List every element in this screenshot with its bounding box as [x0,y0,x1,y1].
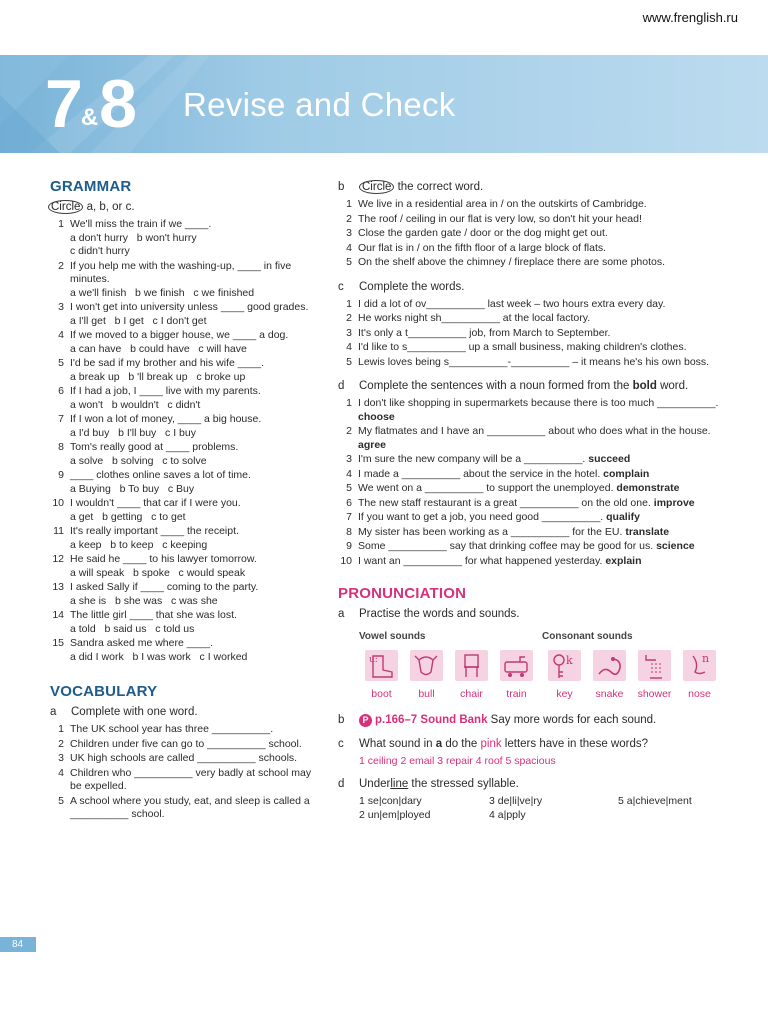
question-body [70,329,325,356]
vocabulary-heading: VOCABULARY [50,683,158,700]
vocabulary-d-item [338,555,728,569]
sound-card-nose[interactable] [677,650,722,702]
item-number: 3 [346,453,352,465]
vocabulary-b-item [338,198,728,212]
grammar-question-list [50,218,325,664]
site-url[interactable]: www.frenglish.ru [642,10,738,25]
question-body [70,301,325,328]
answer-options[interactable]: a solve b solving c to solve [70,454,207,467]
item-text: I'm sure the new company will be a __________. succeed [358,453,631,465]
stress-word: 5 a|chieve|ment [618,794,692,807]
grammar-instruction: Circle a, b, or c. [48,200,325,215]
grammar-question [50,441,325,468]
bold-word: complain [600,467,650,480]
question-text: I wouldn't ____ that car if I were you. [70,497,241,509]
vocabulary-d-item [338,540,728,554]
question-body [70,260,325,301]
question-number: 11 [53,525,64,537]
vocabulary-d-item [338,526,728,540]
vocabulary-a-item [50,752,325,766]
item-text: Our flat is in / on the fifth floor of a large block of flats. [358,241,607,254]
question-text: We'll miss the train if we ____. [70,218,212,230]
item-number: 1 [346,397,352,409]
item-text: He works night sh__________ at the local factory. [358,312,591,324]
sound-word: boot [371,687,392,700]
vocabulary-b-item [338,242,728,256]
item-text: I don't like shopping in supermarkets because there is too much __________. choose [358,397,719,423]
sound-card-boot[interactable] [359,650,404,702]
vocabulary-d-item [338,397,728,424]
vocabulary-b-item [338,227,728,241]
item-number: 2 [346,425,352,437]
item-number: 9 [346,540,352,552]
stress-words [359,795,728,823]
pronunciation-a-instruction: a Practise the words and sounds. [338,608,520,620]
vocabulary-a-item [50,795,325,822]
unit-number: 7&8 [45,66,134,142]
question-body [70,553,325,580]
question-number: 9 [58,469,64,481]
item-number: 7 [346,511,352,523]
item-text: I'd like to s__________ up a small business, making children's clothes. [358,341,687,353]
item-number: 2 [58,737,64,750]
question-number: 15 [52,637,64,649]
stress-word: 2 un|em|ployed [359,809,431,821]
item-text: I want an __________ for what happened yesterday. explain [358,554,642,567]
vocabulary-b-item [338,213,728,227]
sound-card-key[interactable] [542,650,587,702]
question-number: 12 [52,553,64,565]
sound-pictures [359,630,728,701]
bold-word: choose [358,410,395,423]
item-text: It's only a t__________ job, from March to September. [358,326,611,339]
question-number: 13 [52,581,64,593]
item-text: The UK school year has three __________. [70,723,274,735]
vocabulary-d-item [338,425,728,452]
answer-options[interactable]: a did I work b I was work c I worked [70,650,248,663]
item-text: Some __________ say that drinking coffee may be good for us. science [358,540,695,552]
vocabulary-c-item [338,327,728,341]
key-icon [548,650,581,681]
answer-options[interactable]: a don't hurry b won't hurry [70,231,197,244]
sound-bank-icon: P [359,714,372,727]
grammar-question [50,581,325,608]
item-number: 10 [340,554,352,567]
item-number: 4 [58,766,64,779]
grammar-question [50,357,325,384]
pronunciation-c-words: 1 ceiling 2 email 3 repair 4 roof 5 spacious [359,755,556,767]
grammar-question [50,260,325,301]
vocabulary-b-list [338,198,728,270]
grammar-question [50,609,325,636]
page-title: Revise and Check [183,86,456,123]
question-body [70,637,325,664]
bold-word: science [653,540,695,552]
vocabulary-c-item [338,341,728,355]
sound-card-train[interactable] [494,650,539,702]
question-text: The little girl ____ that she was lost. [70,609,237,621]
item-text: We went on a __________ to support the unemployed. demonstrate [358,482,680,494]
item-text: UK high schools are called __________ schools. [70,752,298,764]
question-number: 2 [58,259,64,272]
item-text: The new staff restaurant is a great __________ on the old one. improve [358,496,695,509]
item-text: Children who __________ very badly at school may be expelled. [70,766,312,792]
train-icon [500,650,533,681]
bold-word: explain [602,554,642,567]
chair-icon [455,650,488,681]
answer-options[interactable]: a she is b she was c was she [70,594,218,607]
item-number: 1 [58,723,64,735]
question-body [70,609,325,636]
grammar-heading: GRAMMAR [50,178,132,195]
question-body [70,413,325,440]
stress-word [618,809,748,823]
grammar-question [50,497,325,524]
item-number: 5 [58,794,64,807]
answer-options[interactable]: a I'll get b I get c I don't get [70,314,207,327]
sound-word: chair [460,687,483,700]
sound-word: nose [688,687,711,700]
pronunciation-c-instruction: c What sound in a do the pink letters have in these words? [338,738,648,750]
item-number: 2 [346,212,352,225]
question-body [70,218,325,259]
item-text: I did a lot of ov__________ last week – two hours extra every day. [358,297,666,310]
shower-icon [638,650,671,681]
bold-word: succeed [585,453,631,465]
item-number: 1 [346,297,352,310]
question-number: 5 [58,357,64,369]
item-text: If you want to get a job, you need good __________. qualify [358,511,640,523]
question-text: It's really important ____ the receipt. [70,525,239,537]
grammar-question [50,469,325,496]
bull-icon [410,650,443,681]
question-body [70,581,325,608]
stress-word: 3 de|li|ve|ry [489,794,543,807]
unit-banner [0,55,768,153]
pronunciation-heading: PRONUNCIATION [338,585,467,602]
answer-options[interactable]: a keep b to keep c keeping [70,538,208,551]
nose-icon [683,650,716,681]
question-text: I'd be sad if my brother and his wife ____. [70,357,265,369]
item-text: I made a __________ about the service in the hotel. complain [358,467,650,480]
vocabulary-c-item [338,356,728,370]
consonant-sounds-heading: Consonant sounds [542,631,633,642]
vocabulary-a-item [50,738,325,752]
sound-word: key [556,687,573,700]
bold-word: translate [622,525,670,538]
svg-text:u:: u: [369,654,378,665]
answer-options[interactable]: a break up b 'll break up c broke up [70,370,246,383]
vocabulary-c-item [338,298,728,312]
item-number: 2 [346,312,352,324]
grammar-question [50,637,325,664]
vocabulary-c-item [338,312,728,326]
sound-card-snake[interactable] [587,650,632,702]
item-number: 3 [58,752,64,764]
answer-options[interactable]: a Buying b To buy c Buy [70,482,195,495]
boot-icon [365,650,398,681]
vocabulary-a-item [50,723,325,737]
question-text: If I had a job, I ____ live with my parents. [70,385,261,397]
question-number: 8 [58,441,64,453]
vocabulary-d-list [338,397,728,568]
question-text: Sandra asked me where ____. [70,637,214,649]
stress-word: 1 se|con|dary [359,794,422,807]
svg-text:k: k [566,653,573,667]
bold-word: demonstrate [613,482,680,494]
sound-card-bull[interactable] [404,650,449,702]
question-number: 7 [58,413,64,425]
vocabulary-d-item [338,497,728,511]
grammar-question [50,301,325,328]
question-body [70,525,325,552]
answer-options[interactable]: c didn't hurry [70,245,130,257]
item-text: My sister has been working as a __________ for the EU. translate [358,525,670,538]
vocabulary-d-item [338,482,728,496]
vocabulary-a-item [50,767,325,794]
question-number: 4 [58,329,64,341]
vocabulary-a-list [50,723,325,822]
question-text: If you help me with the washing-up, ____ in five minutes. [70,259,292,285]
vocabulary-c-list [338,298,728,370]
vocabulary-d-item [338,453,728,467]
vocabulary-a-instruction: a Complete with one word. [50,706,198,718]
pronunciation-b-instruction: b P p.166–7 Sound Bank Say more words for each sound. [338,714,657,726]
grammar-question [50,553,325,580]
answer-options[interactable]: a told b said us c told us [70,622,195,635]
grammar-question [50,385,325,412]
question-text: If we moved to a bigger house, we ____ a dog. [70,329,289,341]
vocabulary-d-item [338,511,728,525]
bold-word: improve [650,496,695,509]
item-text: My flatmates and I have an __________ about who does what in the house. agree [358,425,711,451]
question-text: I won't get into university unless ____ good grades. [70,301,309,313]
item-text: Lewis loves being s__________-__________ – it means he's his own boss. [358,355,710,368]
item-number: 3 [346,326,352,339]
question-number: 10 [52,497,64,509]
sound-bank-link[interactable]: p.166–7 Sound Bank [375,714,488,726]
grammar-question [50,525,325,552]
item-number: 5 [346,482,352,494]
question-text: If I won a lot of money, ____ a big house. [70,413,262,425]
item-text: The roof / ceiling in our flat is very low, so don't hit your head! [358,212,642,225]
item-text: Close the garden gate / door or the dog might get out. [358,227,608,239]
bold-word: qualify [603,511,640,523]
item-text: On the shelf above the chimney / fireplace there are some photos. [358,256,666,268]
item-number: 1 [346,198,352,210]
page-number: 84 [0,937,36,952]
answer-options[interactable]: a will speak b spoke c would speak [70,566,246,579]
question-number: 3 [58,301,64,313]
question-number: 14 [52,609,64,621]
grammar-question [50,413,325,440]
answer-options[interactable]: a get b getting c to get [70,510,186,523]
vocabulary-b-item [338,256,728,270]
vocabulary-c-instruction: c Complete the words. [338,280,465,293]
pronunciation-d-instruction: d Underline the stressed syllable. [338,777,519,790]
question-text: He said he ____ to his lawyer tomorrow. [70,553,257,565]
question-body [70,469,325,496]
snake-icon [593,650,626,681]
item-text: Children under five can go to __________ school. [70,737,302,750]
item-number: 4 [346,241,352,254]
question-text: ____ clothes online saves a lot of time. [70,469,251,481]
question-body [70,357,325,384]
question-text: Tom's really good at ____ problems. [70,441,239,453]
item-number: 3 [346,227,352,239]
question-number: 6 [58,385,64,397]
item-number: 8 [346,525,352,538]
left-column [50,178,325,823]
question-text: I asked Sally if ____ coming to the party. [70,581,259,593]
question-body [70,385,325,412]
right-column [338,178,728,823]
item-number: 5 [346,256,352,268]
sound-word: train [506,687,527,700]
item-number: 5 [346,355,352,368]
vocabulary-d-instruction: d Complete the sentences with a noun formed from the bold word. [338,380,689,392]
item-number: 4 [346,467,352,480]
svg-text:n: n [702,651,710,665]
sound-card-chair[interactable] [449,650,494,702]
item-number: 6 [346,496,352,509]
answer-options[interactable]: a won't b wouldn't c didn't [70,398,201,411]
question-number: 1 [58,218,64,230]
item-number: 4 [346,341,352,353]
sound-word: bull [418,687,435,700]
grammar-question [50,329,325,356]
grammar-question [50,218,325,259]
vocabulary-b-instruction: b Circle the correct word. [338,181,484,193]
vocabulary-d-item [338,468,728,482]
stress-word: 4 a|pply [489,809,526,821]
question-body [70,497,325,524]
item-text: We live in a residential area in / on the outskirts of Cambridge. [358,198,647,210]
sound-word: shower [637,687,672,700]
answer-options[interactable]: a can have b could have c will have [70,342,247,355]
sound-word: snake [595,687,624,700]
question-body [70,441,325,468]
answer-options[interactable]: a I'd buy b I'll buy c I buy [70,426,196,439]
item-text: A school where you study, eat, and sleep is called a __________ school. [70,794,310,820]
bold-word: agree [358,438,387,451]
answer-options[interactable]: a we'll finish b we finish c we finished [70,286,255,299]
vowel-sounds-heading: Vowel sounds [359,631,426,642]
sound-card-shower[interactable] [632,650,677,702]
